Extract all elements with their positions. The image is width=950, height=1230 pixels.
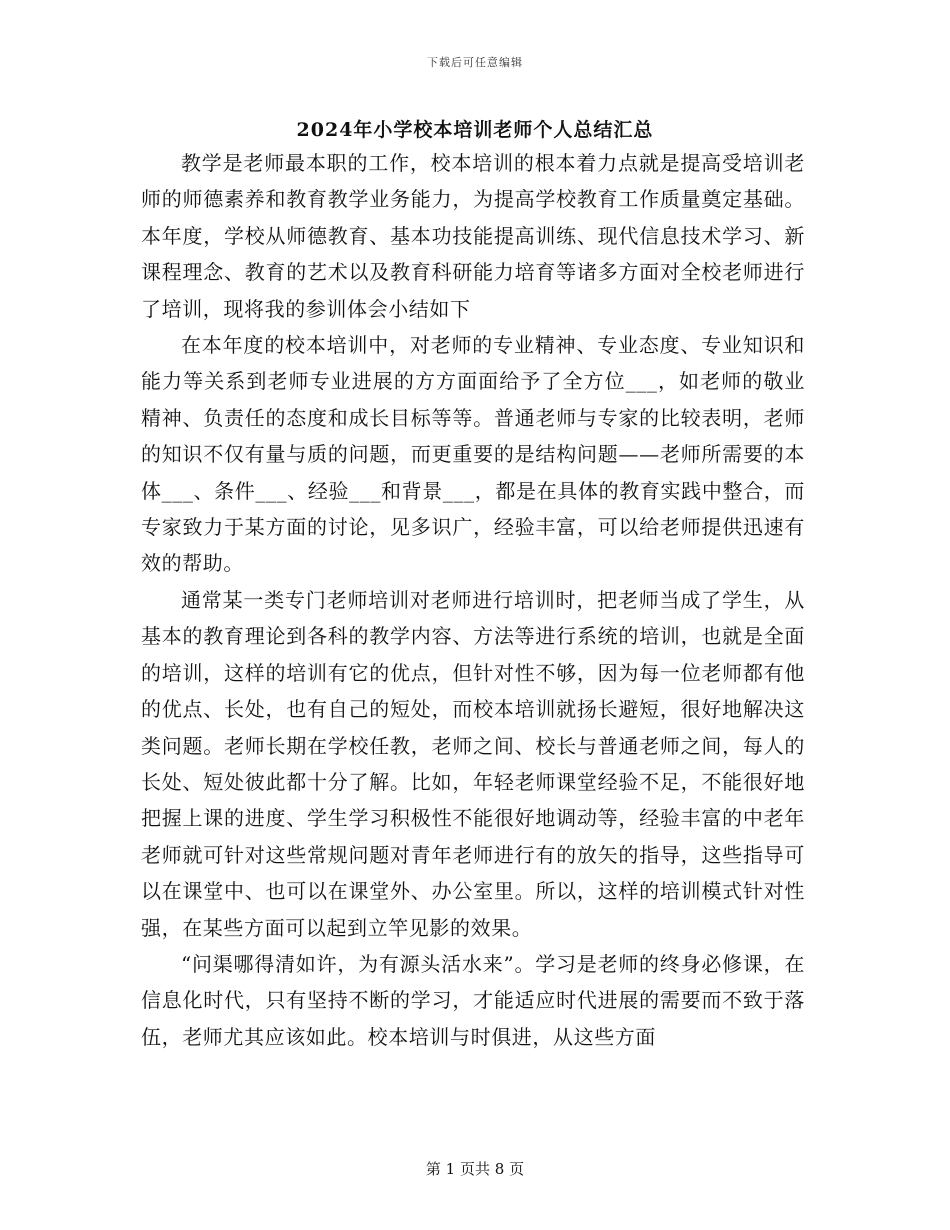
paragraph-1: 教学是老师最本职的工作，校本培训的根本着力点就是提高受培训老师的师德素养和教育教学业务能力，为提高学校教育工作质量奠定基础。本年度，学校从师德教育、基本功技能提高训练、现代信息技术学习、新课程理念、教育的艺术以及教育科研能力培育等诸多方面对全校老师进行了培训，现将我的参训体会小结如下: [141, 151, 805, 321]
document-title: 2024年小学校本培训老师个人总结汇总: [296, 119, 654, 141]
page-number: 第 1 页共 8 页: [425, 1160, 525, 1178]
paragraph-4: “问渠哪得清如许，为有源头活水来”。学习是老师的终身必修课，在信息化时代，只有坚持不断的学习，才能适应时代进展的需要而不致于落伍，老师尤其应该如此。校本培训与时俱进，从这些方面: [141, 951, 805, 1049]
paragraph-3: 通常某一类专门老师培训对老师进行培训时，把老师当成了学生，从基本的教育理论到各科的教学内容、方法等进行系统的培训，也就是全面的培训，这样的培训有它的优点，但针对性不够，因为每一位老师都有他的优点、长处，也有自己的短处，而校本培训就扬长避短，很好地解决这类问题。老师长期在学校任教，老师之间、校长与普通老师之间，每人的长处、短处彼此都十分了解。比如，年轻老师课堂经验不足，不能很好地把握上课的进度、学生学习积极性不能很好地调动等，经验丰富的中老年老师就可针对这些常规问题对青年老师进行有的放矢的指导，这些指导可以在课堂中、也可以在课堂外、办公室里。所以，这样的培训模式针对性强，在某些方面可以起到立竿见影的效果。: [141, 587, 805, 940]
paragraph-2: 在本年度的校本培训中，对老师的专业精神、专业态度、专业知识和能力等关系到老师专业进展的方方面面给予了全方位___，如老师的敬业精神、负责任的态度和成长目标等等。普通老师与专家的比较表明，老师的知识不仅有量与质的问题，而更重要的是结构问题——老师所需要的本体___、条件___、经验___和背景___，都是在具体的教育实践中整合，而专家致力于某方面的讨论，见多识广，经验丰富，可以给老师提供迅速有效的帮助。: [141, 333, 805, 576]
header-note: 下载后可任意编辑: [427, 56, 523, 69]
document-body: [141, 145, 805, 1055]
